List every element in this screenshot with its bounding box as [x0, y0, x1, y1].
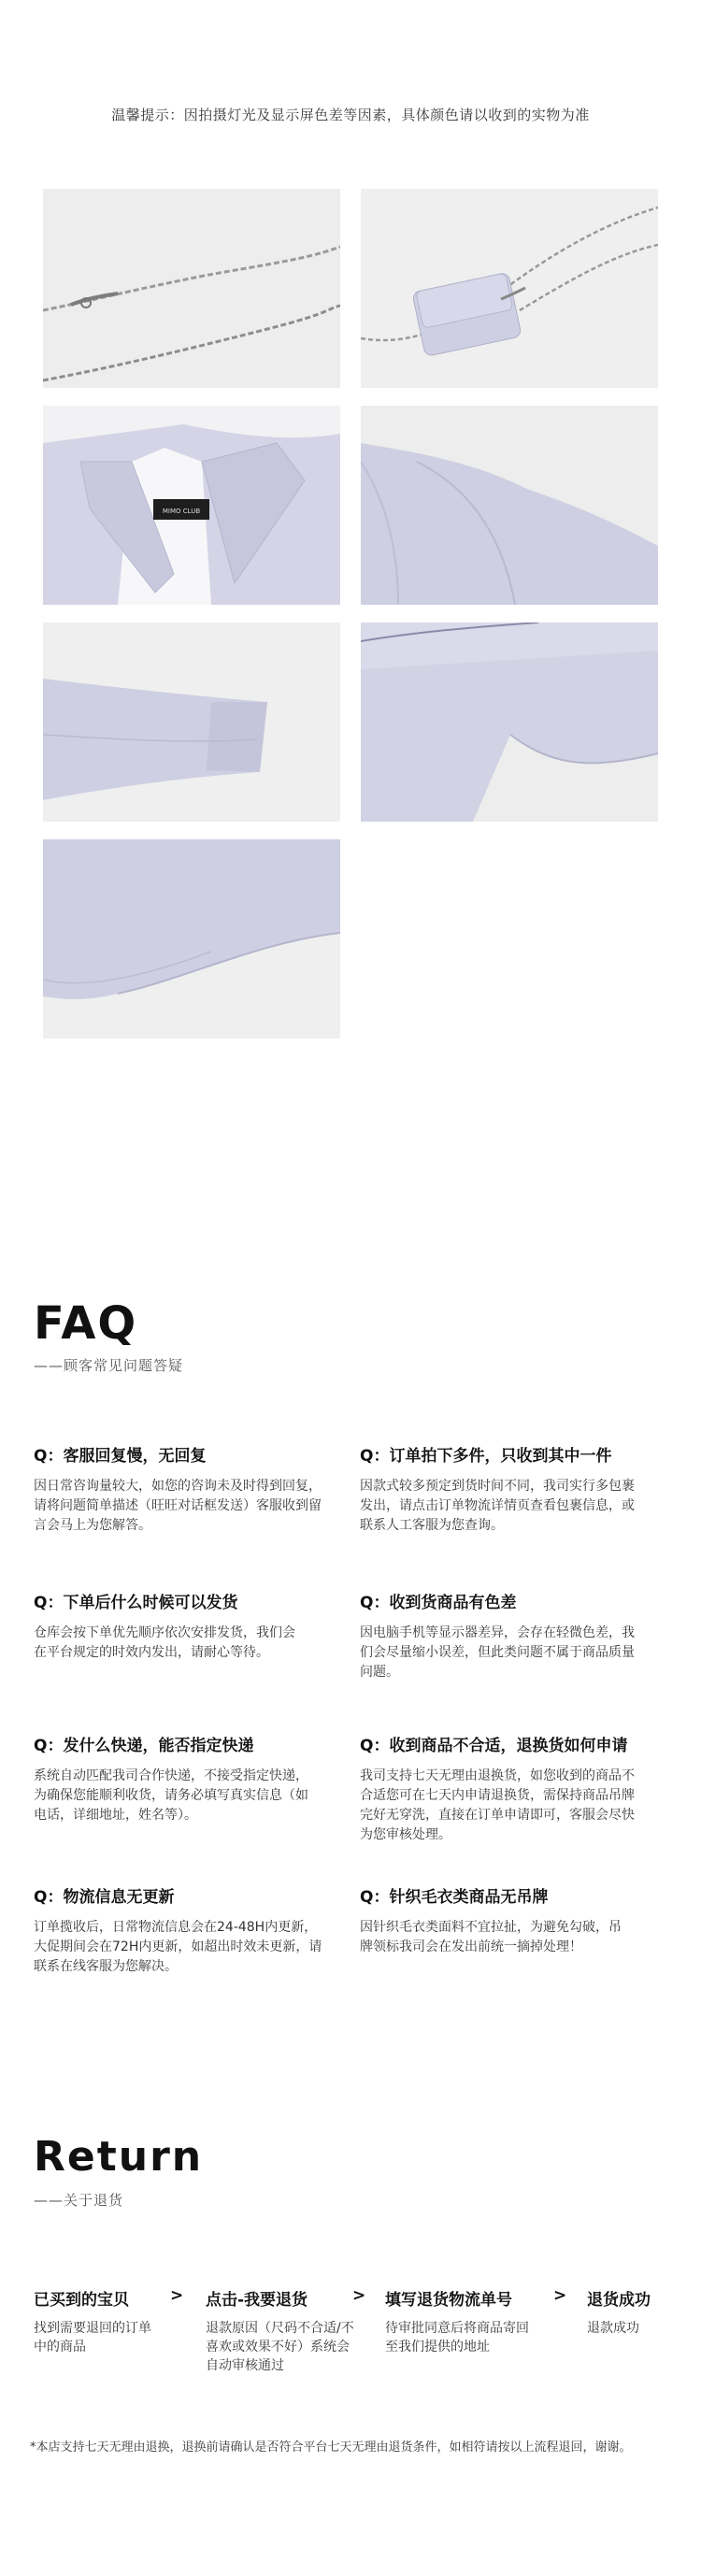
return-step-2-title: 点击-我要退货	[206, 2291, 308, 2310]
faq-question-7: Q：物流信息无更新	[34, 1888, 175, 1907]
product-photo-shoulder	[361, 406, 658, 605]
faq-answer-3: 仓库会按下单优先顺序依次安排发货，我们会在平台规定的时效内发出，请耐心等待。	[34, 1625, 295, 1660]
return-step-3-desc: 待审批同意后将商品寄回至我们提供的地址	[385, 2321, 529, 2354]
step-arrow-icon: >	[170, 2286, 184, 2305]
faq-answer-5: 系统自动匹配我司合作快递，不接受指定快递，为确保您能顺利收货，请务必填写真实信息（如电话，详细地址，姓名等）。	[34, 1768, 308, 1823]
product-photo-pocket	[361, 623, 658, 822]
faq-question-5: Q：发什么快递，能否指定快递	[34, 1737, 254, 1755]
faq-answer-6: 我司支持七天无理由退换货，如您收到的商品不合适您可在七天内申请退换货，需保持商品吊牌完好无穿洗，直接在订单申请即可，客服会尽快为您审核处理。	[360, 1768, 635, 1842]
return-step-1-title: 已买到的宝贝	[34, 2291, 129, 2310]
return-subtitle: ——关于退货	[34, 2192, 124, 2209]
clothing-label-text: MIMO CLUB	[162, 508, 201, 515]
faq-answer-4: 因电脑手机等显示器差异，会存在轻微色差，我们会尽量缩小误差，但此类问题不属于商品质量问题。	[360, 1625, 635, 1680]
return-step-1-desc: 找到需要退回的订单中的商品	[34, 2321, 151, 2354]
return-title: Return	[34, 2133, 204, 2181]
product-photo-bag	[361, 189, 658, 388]
faq-answer-7: 订单揽收后，日常物流信息会在24-48H内更新，大促期间会在72H内更新，如超出时效未更新，请联系在线客服为您解决。	[34, 1920, 322, 1974]
return-footnote: *本店支持七天无理由退换，退换前请确认是否符合平台七天无理由退货条件，如相符请按以上流程退回，谢谢。	[30, 2440, 632, 2454]
product-photo-cuff	[43, 623, 340, 822]
return-step-3-title: 填写退货物流单号	[385, 2291, 512, 2310]
faq-answer-8: 因针织毛衣类面料不宜拉扯，为避免勾破，吊牌领标我司会在发出前统一摘掉处理！	[360, 1920, 622, 1954]
color-notice: 温馨提示：因拍摄灯光及显示屏色差等因素，具体颜色请以收到的实物为准	[111, 107, 590, 123]
product-photo-collar	[43, 406, 340, 605]
step-arrow-icon: >	[352, 2286, 366, 2305]
faq-subtitle: ——顾客常见问题答疑	[34, 1357, 184, 1374]
faq-answer-2: 因款式较多预定到货时间不同，我司实行多包裹发出，请点击订单物流详情页查看包裹信息，或联系人工客服为您查询。	[360, 1479, 635, 1533]
faq-question-4: Q：收到货商品有色差	[360, 1594, 517, 1612]
product-photo-chain	[43, 189, 340, 388]
step-arrow-icon: >	[553, 2286, 567, 2305]
return-step-2-desc: 退款原因（尺码不合适/不喜欢或效果不好）系统会自动审核通过	[206, 2321, 354, 2373]
faq-question-6: Q：收到商品不合适，退换货如何申请	[360, 1737, 628, 1755]
faq-question-3: Q：下单后什么时候可以发货	[34, 1594, 238, 1612]
return-step-4-title: 退货成功	[587, 2291, 651, 2310]
faq-title: FAQ	[34, 1297, 138, 1350]
faq-question-1: Q：客服回复慢，无回复	[34, 1447, 207, 1466]
faq-question-2: Q：订单拍下多件，只收到其中一件	[360, 1447, 612, 1466]
return-step-4-desc: 退款成功	[587, 2321, 639, 2336]
faq-answer-1: 因日常咨询量较大，如您的咨询未及时得到回复，请将问题简单描述（旺旺对话框发送）客服收到留言会马上为您解答。	[34, 1479, 322, 1533]
faq-question-8: Q：针织毛衣类商品无吊牌	[360, 1888, 549, 1907]
product-photo-hem	[43, 839, 340, 1038]
